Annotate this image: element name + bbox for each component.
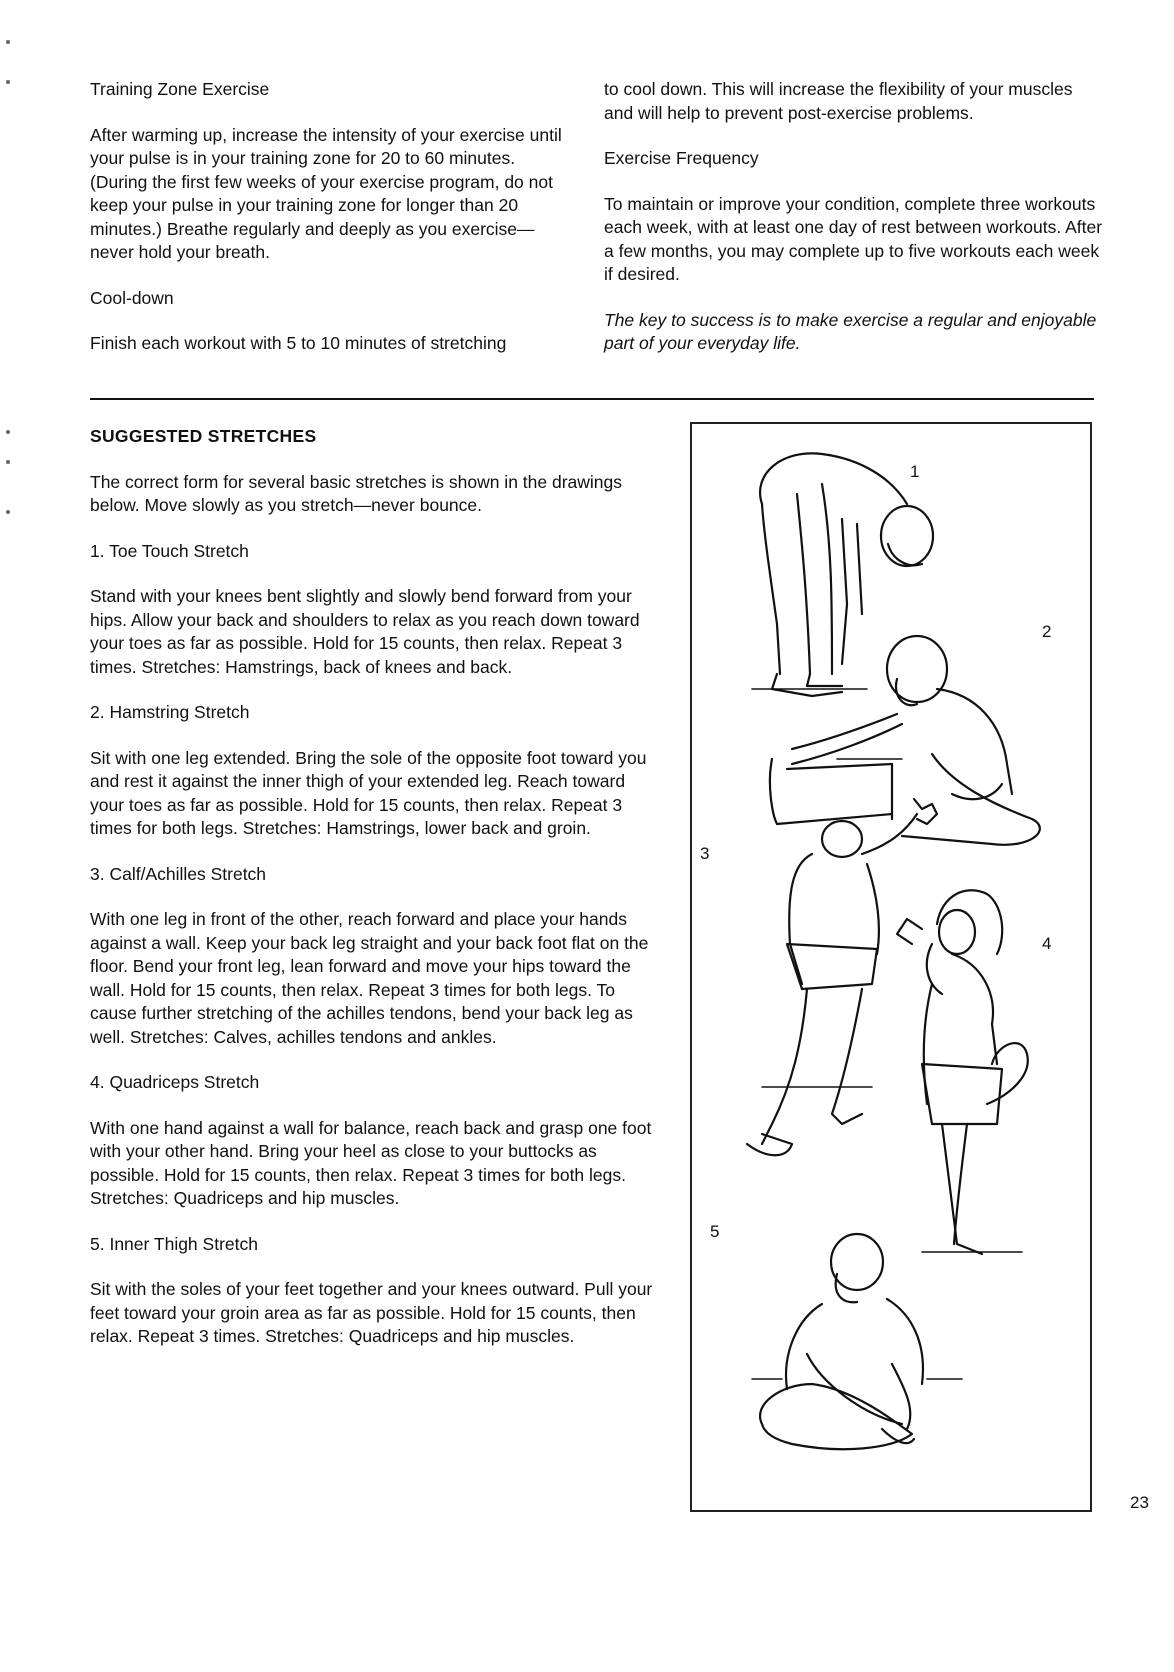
stretches-intro: The correct form for several basic stretches is shown in the drawings below. Move slowly as you stretch—never bounce.	[90, 471, 623, 515]
figure-label-3: 3	[700, 844, 710, 863]
top-left-column	[90, 78, 570, 378]
stretch-3-body: With one leg in front of the other, reach forward and place your hands against a wall. Keep your back leg straight and your back foot flat on the floor. Bend your front leg, lean forward and move your hips toward the wall. Hold for 15 counts, then relax. Repeat 3 times for both legs. To cause further stretching of the achilles tendons, bend your back leg as well. Stretches: Calves, achilles tendons and ankles.	[90, 909, 649, 1047]
figure-label-1: 1	[910, 462, 920, 481]
scan-speck	[6, 80, 10, 84]
exercise-frequency-heading: Exercise Frequency	[604, 148, 759, 168]
scan-speck	[6, 430, 10, 434]
toe-touch-figure	[752, 453, 933, 696]
top-right-column	[604, 78, 1104, 378]
cool-down-heading: Cool-down	[90, 287, 174, 308]
figure-label-4: 4	[1042, 934, 1052, 953]
scan-speck	[6, 510, 10, 514]
stretch-5-body: Sit with the soles of your feet together and your knees outward. Pull your feet toward your groin area as far as possible. Hold for 15 counts, then relax. Repeat 3 times. Stretches: Quadriceps and hip muscles.	[90, 1279, 653, 1346]
stretch-4-body: With one hand against a wall for balance, reach back and grasp one foot with your other hand. Bring your heel as close to your buttocks as possible. Hold for 15 counts, then relax. Repeat 3 times for both legs. Stretches: Quadriceps and hip muscles.	[90, 1117, 652, 1208]
key-to-success-statement: The key to success is to make exercise a regular and enjoyable part of your everyday life.	[604, 309, 1097, 353]
stretch-2-body: Sit with one leg extended. Bring the sole of the opposite foot toward you and rest it against the inner thigh of your extended leg. Reach toward your toes as far as possible. Hold for 15 counts, then relax. Repeat 3 times for both legs. Stretches: Hamstrings, lower back and groin.	[90, 747, 647, 838]
training-zone-body: After warming up, increase the intensity of your exercise until your pulse is in your training zone for 20 to 60 minutes. (During the first few weeks of your exercise program, do not keep your pulse in your training zone for longer than 20 minutes.) Breathe regularly and deeply as you exercise—never hold your breath.	[90, 124, 562, 262]
inner-thigh-figure	[752, 1234, 962, 1449]
stretch-2-title: 2. Hamstring Stretch	[90, 702, 250, 722]
figure-label-5: 5	[710, 1222, 720, 1241]
stretch-4-title: 4. Quadriceps Stretch	[90, 1072, 260, 1092]
calf-achilles-figure	[747, 799, 937, 1155]
section-divider	[90, 398, 1094, 400]
figure-label-2: 2	[1042, 622, 1052, 641]
stretch-illustrations	[690, 422, 1092, 1512]
suggested-stretches-heading: SUGGESTED STRETCHES	[90, 426, 317, 446]
scan-speck	[6, 460, 10, 464]
page-number: 23	[1130, 1493, 1149, 1512]
exercise-frequency-body: To maintain or improve your condition, complete three workouts each week, with at least one day of rest between workouts. After a few months, you may complete up to five workouts each week if desired.	[604, 193, 1103, 284]
stretch-3-title: 3. Calf/Achilles Stretch	[90, 863, 267, 884]
quadriceps-figure	[897, 890, 1028, 1254]
stretch-1-body: Stand with your knees bent slightly and slowly bend forward from your hips. Allow your back and shoulders to relax as you reach down toward your toes as far as possible. Hold for 15 counts, then relax. Repeat 3 times. Stretches: Hamstrings, back of knees and back.	[90, 586, 640, 677]
stretch-5-title: 5. Inner Thigh Stretch	[90, 1233, 258, 1254]
cool-down-body: Finish each workout with 5 to 10 minutes of stretching	[90, 333, 507, 353]
cool-down-continuation: to cool down. This will increase the flexibility of your muscles and will help to prevent post-exercise problems.	[604, 79, 1073, 123]
stretch-1-title: 1. Toe Touch Stretch	[90, 540, 249, 561]
scan-speck	[6, 40, 10, 44]
suggested-stretches-section	[90, 425, 655, 1371]
training-zone-heading: Training Zone Exercise	[90, 79, 270, 99]
